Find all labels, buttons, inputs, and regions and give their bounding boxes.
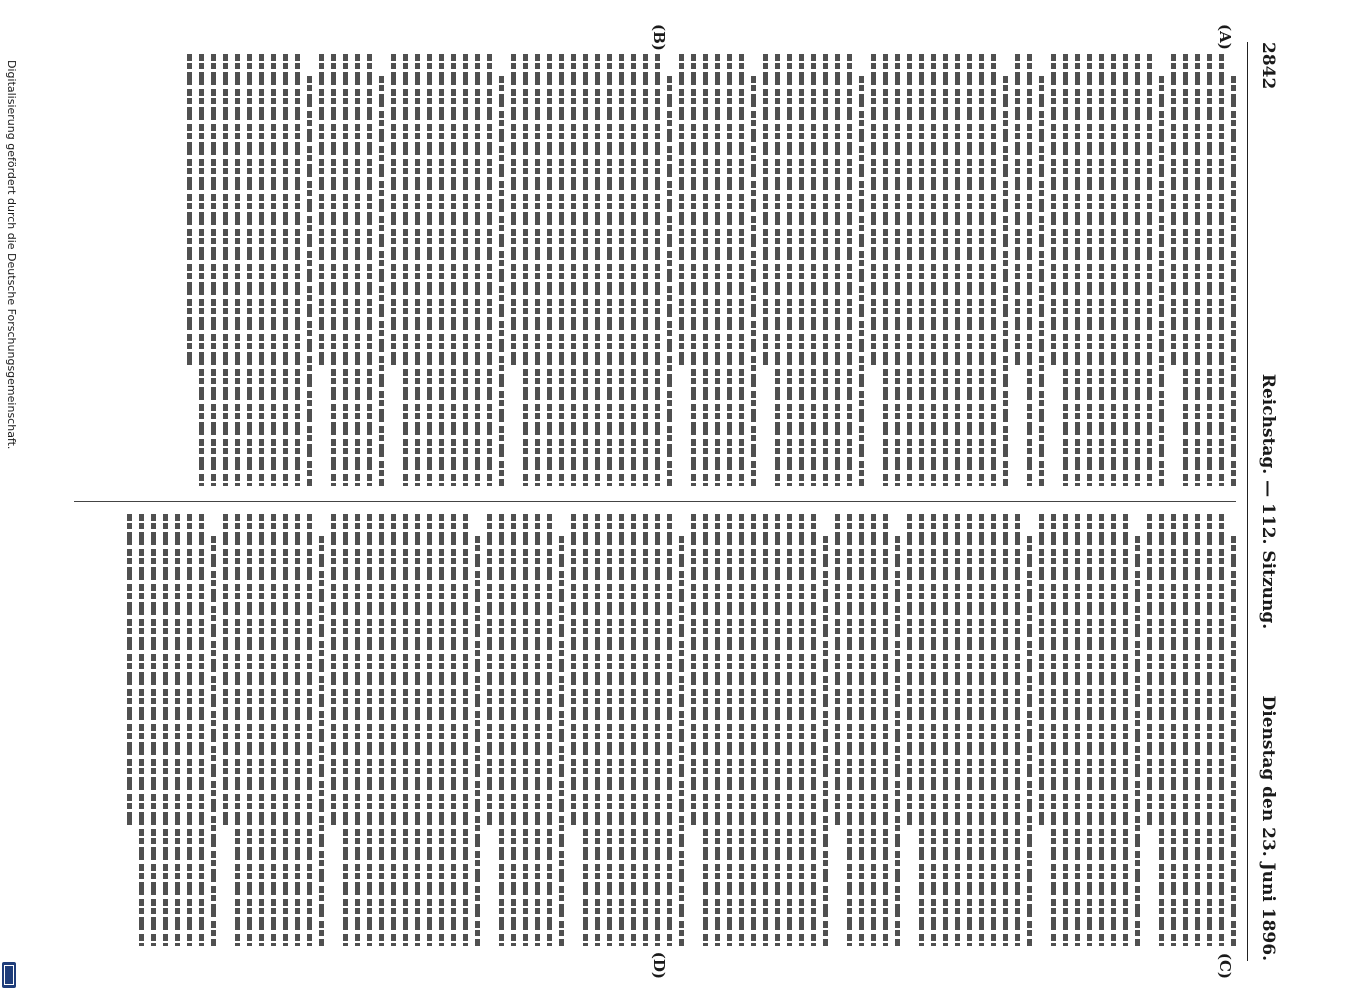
- text-paragraph: [487, 514, 564, 946]
- text-paragraph: [691, 514, 828, 946]
- text-line: [895, 536, 900, 946]
- text-paragraph: [511, 54, 672, 486]
- text-line: [763, 514, 768, 946]
- text-column-left: [74, 54, 1236, 486]
- text-line: [1123, 514, 1128, 946]
- rotated-document-page: [58, 14, 1288, 989]
- text-line: [631, 54, 636, 486]
- text-paragraph: [679, 54, 756, 486]
- text-line: [1159, 514, 1164, 946]
- text-line: [1147, 54, 1152, 486]
- text-line: [1087, 514, 1092, 946]
- text-line: [439, 54, 444, 486]
- text-line: [319, 536, 324, 946]
- text-line: [391, 514, 396, 946]
- text-line: [919, 54, 924, 486]
- text-line: [1087, 54, 1092, 486]
- text-line: [475, 536, 480, 946]
- text-line: [931, 54, 936, 486]
- text-paragraph: [763, 54, 864, 486]
- text-line: [463, 54, 468, 486]
- text-line: [979, 514, 984, 946]
- text-line: [691, 514, 696, 825]
- text-line: [307, 514, 312, 946]
- text-line: [307, 76, 312, 486]
- text-line: [127, 514, 132, 825]
- text-line: [403, 514, 408, 946]
- text-line: [739, 54, 744, 486]
- text-line: [523, 54, 528, 486]
- text-line: [1171, 54, 1176, 365]
- text-line: [343, 514, 348, 946]
- text-line: [1027, 536, 1032, 946]
- text-line: [199, 514, 204, 946]
- text-line: [1207, 514, 1212, 946]
- text-line: [1075, 54, 1080, 486]
- text-line: [211, 536, 216, 946]
- text-line: [499, 76, 504, 486]
- text-line: [679, 536, 684, 946]
- text-paragraph: [1147, 514, 1236, 946]
- text-line: [1003, 514, 1008, 946]
- text-line: [751, 514, 756, 946]
- text-line: [1159, 76, 1164, 486]
- text-line: [943, 514, 948, 946]
- text-line: [919, 514, 924, 946]
- text-line: [463, 514, 468, 946]
- text-line: [787, 54, 792, 486]
- text-line: [1051, 54, 1056, 365]
- text-line: [667, 514, 672, 946]
- text-line: [631, 514, 636, 946]
- text-line: [235, 514, 240, 946]
- text-line: [931, 514, 936, 946]
- text-line: [1075, 514, 1080, 946]
- text-line: [1183, 514, 1188, 946]
- text-line: [187, 514, 192, 946]
- text-line: [883, 54, 888, 486]
- text-line: [571, 54, 576, 486]
- text-line: [715, 54, 720, 486]
- text-line: [1183, 54, 1188, 486]
- text-line: [643, 54, 648, 486]
- text-line: [295, 54, 300, 486]
- text-line: [487, 54, 492, 486]
- text-line: [727, 514, 732, 946]
- text-line: [451, 514, 456, 946]
- text-line: [415, 514, 420, 946]
- text-line: [955, 514, 960, 946]
- text-line: [235, 54, 240, 486]
- margin-marker-d: (D): [650, 951, 668, 979]
- text-line: [1039, 76, 1044, 486]
- page-number: 2842: [1258, 42, 1278, 90]
- text-line: [583, 514, 588, 946]
- text-line: [271, 514, 276, 946]
- text-line: [811, 514, 816, 946]
- text-line: [547, 514, 552, 946]
- text-line: [799, 54, 804, 486]
- text-line: [367, 514, 372, 946]
- text-line: [583, 54, 588, 486]
- text-paragraph: [1039, 514, 1140, 946]
- text-line: [1135, 54, 1140, 486]
- text-line: [1111, 54, 1116, 486]
- text-line: [643, 514, 648, 946]
- text-line: [1027, 54, 1032, 486]
- text-line: [1195, 54, 1200, 486]
- text-line: [811, 54, 816, 486]
- text-line: [943, 54, 948, 486]
- text-line: [199, 54, 204, 486]
- text-line: [655, 54, 660, 486]
- text-line: [487, 514, 492, 825]
- text-line: [1219, 514, 1224, 946]
- text-line: [823, 54, 828, 486]
- text-line: [535, 54, 540, 486]
- text-paragraph: [127, 514, 216, 946]
- margin-marker-a: (A): [1216, 24, 1234, 50]
- text-line: [679, 54, 684, 365]
- text-line: [331, 514, 336, 825]
- text-line: [523, 514, 528, 946]
- text-line: [1171, 514, 1176, 946]
- text-line: [415, 54, 420, 486]
- text-line: [1207, 54, 1212, 486]
- text-line: [247, 514, 252, 946]
- text-line: [667, 76, 672, 486]
- column-divider: [74, 501, 1236, 502]
- text-line: [751, 76, 756, 486]
- text-paragraph: [871, 54, 1008, 486]
- text-line: [427, 54, 432, 486]
- digitization-credit: Digitalisierung gefördert durch die Deutsche Forschungsgemeinschaft.: [5, 60, 18, 450]
- text-paragraph: [331, 514, 480, 946]
- text-line: [571, 514, 576, 825]
- text-line: [607, 54, 612, 486]
- text-line: [859, 514, 864, 946]
- text-line: [451, 54, 456, 486]
- text-line: [1099, 54, 1104, 486]
- text-line: [187, 54, 192, 365]
- text-line: [1147, 514, 1152, 825]
- text-paragraph: [187, 54, 312, 486]
- text-line: [379, 76, 384, 486]
- text-line: [895, 54, 900, 486]
- text-line: [151, 514, 156, 946]
- digitization-sidebar: [2, 60, 18, 985]
- text-line: [835, 514, 840, 825]
- text-line: [727, 54, 732, 486]
- text-line: [559, 536, 564, 946]
- text-line: [343, 54, 348, 486]
- text-line: [703, 514, 708, 946]
- text-line: [391, 54, 396, 365]
- text-line: [319, 54, 324, 365]
- text-paragraph: [223, 514, 324, 946]
- text-line: [1231, 536, 1236, 946]
- text-line: [871, 514, 876, 946]
- text-line: [859, 76, 864, 486]
- text-line: [1111, 514, 1116, 946]
- text-line: [655, 514, 660, 946]
- text-line: [799, 514, 804, 946]
- text-line: [259, 514, 264, 946]
- text-line: [775, 514, 780, 946]
- text-line: [775, 54, 780, 486]
- text-line: [1231, 76, 1236, 486]
- text-line: [1063, 54, 1068, 486]
- text-line: [283, 54, 288, 486]
- text-paragraph: [907, 514, 1032, 946]
- text-line: [1015, 514, 1020, 946]
- text-line: [223, 514, 228, 825]
- text-line: [1003, 76, 1008, 486]
- text-line: [595, 514, 600, 946]
- text-line: [991, 54, 996, 486]
- text-line: [511, 514, 516, 946]
- text-line: [619, 54, 624, 486]
- text-paragraph: [391, 54, 504, 486]
- text-line: [967, 54, 972, 486]
- text-line: [355, 54, 360, 486]
- text-line: [955, 54, 960, 486]
- text-line: [1051, 514, 1056, 946]
- text-line: [739, 514, 744, 946]
- text-paragraph: [835, 514, 900, 946]
- page-header: [1247, 42, 1282, 961]
- text-line: [367, 54, 372, 486]
- text-line: [271, 54, 276, 486]
- text-line: [871, 54, 876, 365]
- text-line: [331, 54, 336, 486]
- text-line: [499, 514, 504, 946]
- text-line: [175, 514, 180, 946]
- text-line: [1099, 514, 1104, 946]
- text-line: [355, 514, 360, 946]
- text-line: [295, 514, 300, 946]
- margin-marker-c: (C): [1216, 952, 1234, 979]
- text-line: [559, 54, 564, 486]
- text-column-right: [74, 514, 1236, 946]
- text-line: [991, 514, 996, 946]
- text-paragraph: [1171, 54, 1236, 486]
- text-line: [703, 54, 708, 486]
- text-line: [847, 54, 852, 486]
- text-line: [427, 514, 432, 946]
- text-line: [283, 514, 288, 946]
- text-line: [247, 54, 252, 486]
- text-line: [223, 54, 228, 486]
- text-line: [763, 54, 768, 365]
- text-line: [379, 514, 384, 946]
- text-line: [907, 514, 912, 825]
- text-line: [1135, 536, 1140, 946]
- text-line: [847, 514, 852, 946]
- text-line: [535, 514, 540, 946]
- text-line: [1195, 514, 1200, 946]
- text-line: [967, 514, 972, 946]
- text-line: [883, 514, 888, 946]
- session-title: Reichstag. — 112. Sitzung.: [1258, 373, 1278, 630]
- text-line: [547, 54, 552, 486]
- text-line: [475, 54, 480, 486]
- text-paragraph: [1051, 54, 1164, 486]
- text-paragraph: [319, 54, 384, 486]
- text-line: [823, 536, 828, 946]
- text-paragraph: [571, 514, 684, 946]
- text-line: [139, 514, 144, 946]
- dfg-logo-icon: [2, 962, 16, 988]
- text-line: [595, 54, 600, 486]
- text-line: [511, 54, 516, 365]
- text-line: [907, 54, 912, 486]
- text-line: [1039, 514, 1044, 825]
- session-date: Dienstag den 23. Juni 1896.: [1258, 695, 1278, 961]
- margin-marker-b: (B): [650, 24, 668, 51]
- text-paragraph: [1015, 54, 1044, 486]
- text-line: [715, 514, 720, 946]
- text-line: [1219, 54, 1224, 486]
- text-line: [1123, 54, 1128, 486]
- text-line: [691, 54, 696, 486]
- text-line: [979, 54, 984, 486]
- text-line: [163, 514, 168, 946]
- text-line: [259, 54, 264, 486]
- text-line: [211, 54, 216, 486]
- text-line: [835, 54, 840, 486]
- text-line: [607, 514, 612, 946]
- text-line: [439, 514, 444, 946]
- text-line: [619, 514, 624, 946]
- text-line: [403, 54, 408, 486]
- text-line: [1015, 54, 1020, 365]
- text-line: [787, 514, 792, 946]
- text-line: [1063, 514, 1068, 946]
